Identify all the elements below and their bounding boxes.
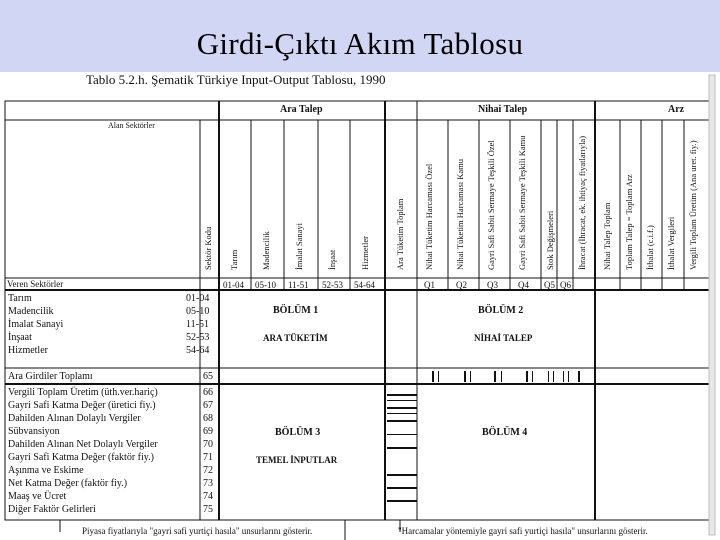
col-header-vergili-toplam-uretim: Vergili Toplam Üretim (Ana uret. fiy.)	[688, 140, 698, 270]
row-code: 69	[203, 426, 213, 437]
row-code: 68	[203, 413, 213, 424]
col-header-q4: Gayri Safi Sabit Sermaye Teşkili Kamu	[517, 135, 527, 270]
nihai-talep-header: Nihai Talep	[478, 104, 528, 115]
col-header-q6: İhracat (İhracat, ek. ihtiyaç fiyatlarıyla)	[577, 135, 587, 270]
block4-title: BÖLÜM 4	[482, 427, 528, 438]
col-code: Q4	[518, 280, 529, 290]
col-code: 05-10	[255, 280, 276, 290]
row-label: Vergili Toplam Üretim (üth.ver.hariç)	[8, 387, 158, 398]
col-header-ithalat: İthalat (c.i.f.)	[645, 225, 655, 270]
col-code: Q3	[487, 280, 498, 290]
row-code: 67	[203, 400, 213, 411]
col-header-q1: Nihai Tüketim Harcaması Özel	[424, 163, 434, 270]
col-header-q5: Stok Değişmeleri	[545, 210, 555, 270]
row-label: Dahilden Alınan Dolaylı Vergiler	[8, 413, 141, 424]
input-row-marks	[387, 394, 417, 502]
col-header-hizmetler: Hizmetler	[360, 236, 370, 270]
block2-title: BÖLÜM 2	[478, 305, 524, 316]
block3-title: BÖLÜM 3	[275, 427, 321, 438]
table-caption: Tablo 5.2.h. Şematik Türkiye Input-Output Tablosu, 1990	[86, 72, 386, 87]
row-code: 11-51	[186, 319, 209, 330]
slide-title: Girdi-Çıktı Akım Tablosu	[196, 26, 524, 61]
row-label: Hizmetler	[8, 345, 48, 356]
ara-girdiler-label: Ara Girdiler Toplamı	[8, 371, 93, 382]
row-label: Net Katma Değer (faktör fiy.)	[8, 478, 128, 489]
row-label: Dahilden Alınan Net Dolaylı Vergiler	[8, 439, 158, 450]
row-label: Maaş ve Ücret	[8, 491, 67, 502]
col-code: Q1	[424, 280, 435, 290]
row-code: 75	[203, 504, 213, 515]
row-label: İnşaat	[8, 332, 32, 343]
veren-sektorler-label: Veren Sektörler	[7, 279, 64, 289]
col-header-q3: Gayri Safi Sabit Sermaye Teşkili Özel	[486, 140, 496, 270]
arz-header: Arz	[668, 104, 685, 115]
col-code: 01-04	[223, 280, 244, 290]
col-code: Q5	[544, 280, 555, 290]
block1-subtitle: ARA TÜKETİM	[263, 333, 328, 343]
row-code: 74	[203, 491, 213, 502]
row-label: İmalat Sanayi	[8, 319, 64, 330]
row-label: Aşınma ve Eskime	[8, 465, 84, 476]
col-header-imalat: İmalat Sanayi	[294, 223, 304, 270]
col-header-madencilik: Madencilik	[261, 231, 271, 270]
footnote-right: "Harcamalar yöntemiyle gayri safi yurtiçi hasıla" unsurlarını gösterir.	[398, 526, 648, 536]
col-header-nihai-talep-toplam: Nihai Talep Toplam	[602, 202, 612, 270]
row-label: Tarım	[8, 293, 32, 304]
row-code: 70	[203, 439, 213, 450]
row-code: 52-53	[186, 332, 210, 343]
row-code: 54-64	[186, 345, 210, 356]
col-code: 54-64	[354, 280, 375, 290]
row-code: 66	[203, 387, 213, 398]
alan-sektorler-label: Alan Sektörler	[108, 121, 155, 130]
ara-talep-header: Ara Talep	[280, 104, 323, 115]
col-header-toplam-talep: Toplam Talep = Toplam Arz	[624, 174, 634, 270]
col-code: Q6	[560, 280, 571, 290]
col-code: 11-51	[288, 280, 309, 290]
row-code: 72	[203, 465, 213, 476]
row-code: 73	[203, 478, 213, 489]
row-label: Sübvansiyon	[8, 426, 60, 437]
row-label: Gayri Safi Katma Değer (üretici fiy.)	[8, 400, 156, 411]
row-code: 01-04	[186, 293, 210, 304]
block2-subtitle: NİHAİ TALEP	[474, 333, 533, 343]
col-code: 52-53	[322, 280, 343, 290]
footnote-left: Piyasa fiyatlarıyla "gayri safi yurtiçi hasıla" unsurlarını gösterir.	[82, 526, 313, 536]
row-label: Diğer Faktör Gelirleri	[8, 504, 96, 515]
col-header-q2: Nihai Tüketim Harcaması Kamu	[455, 158, 465, 270]
col-header-tarim: Tarım	[229, 249, 239, 270]
ara-girdiler-code: 65	[203, 371, 213, 382]
row-label: Madencilik	[8, 306, 54, 317]
col-header-insaat: İnşaat	[327, 249, 337, 270]
col-code: Q2	[456, 280, 467, 290]
row-label: Gayri Safi Katma Değer (faktör fiy.)	[8, 452, 154, 463]
row-code: 71	[203, 452, 213, 463]
row-code: 05-10	[186, 306, 210, 317]
block1-title: BÖLÜM 1	[273, 305, 319, 316]
block3-subtitle: TEMEL İNPUTLAR	[256, 455, 338, 465]
col-header-ithalat-vergileri: İthalat Vergileri	[666, 216, 676, 270]
col-header-sektor-kodu: Sektör Kodu	[203, 226, 213, 270]
col-header-ara-tuketim-toplam: Ara Tüketim Toplam	[395, 198, 405, 270]
total-row-marks	[432, 371, 580, 382]
